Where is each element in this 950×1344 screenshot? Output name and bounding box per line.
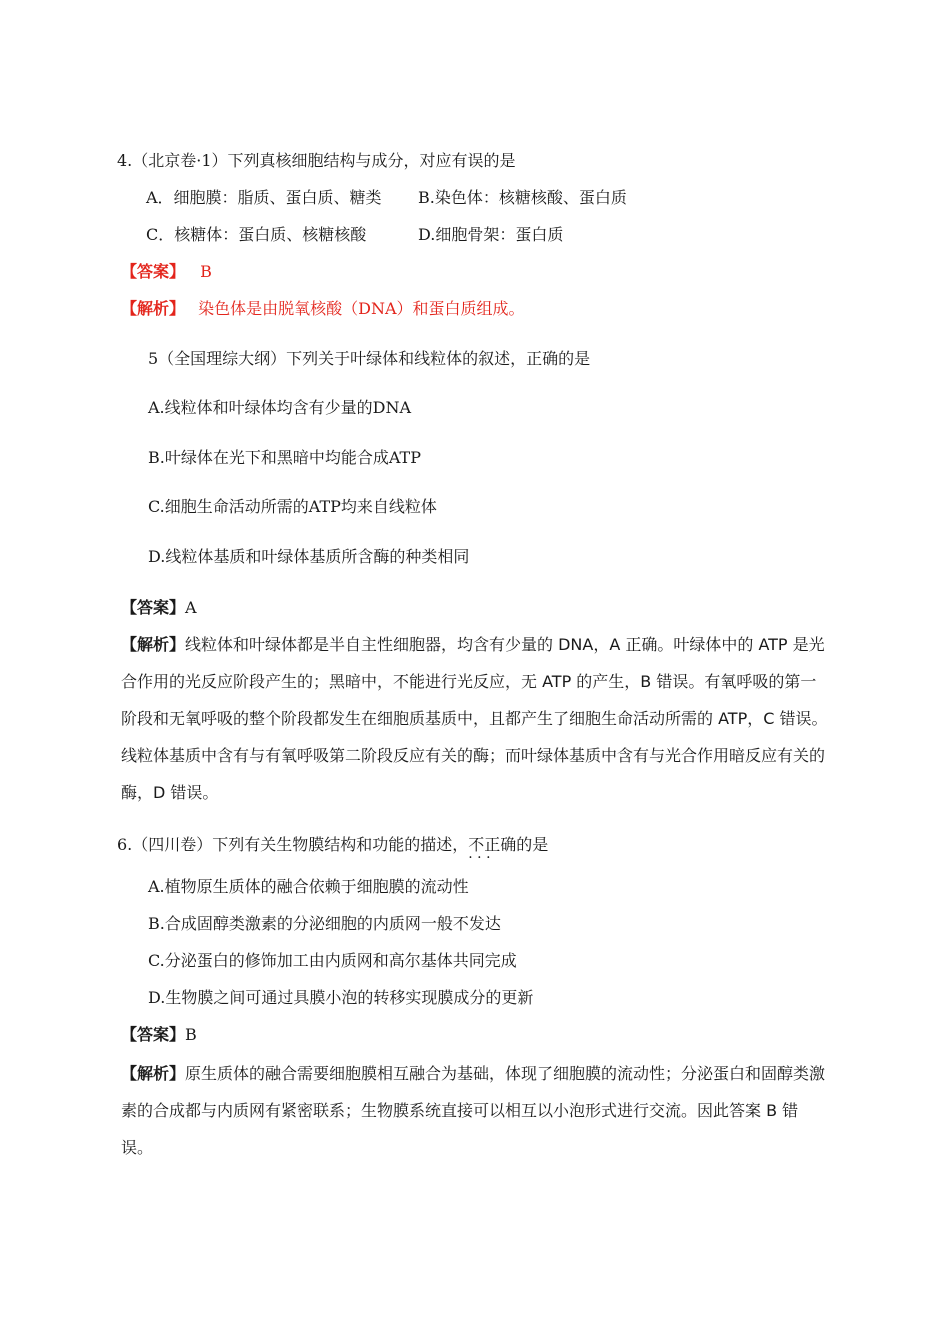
q5-option-a: A.线粒体和叶绿体均含有少量的DNA xyxy=(148,398,412,417)
q4-stem: 4.（北京卷·1）下列真核细胞结构与成分，对应有误的是 xyxy=(117,151,516,170)
q4-option-d: D.细胞骨架：蛋白质 xyxy=(418,225,564,244)
q6-analysis xyxy=(121,1055,829,1166)
q6-answer-value: B xyxy=(185,1025,197,1044)
q5-option-d: D.线粒体基质和叶绿体基质所含酶的种类相同 xyxy=(148,547,470,566)
q6-analysis-label: 【解析】 xyxy=(121,1064,186,1083)
q4-answer-value: B xyxy=(200,262,212,281)
q5-analysis-label: 【解析】 xyxy=(121,635,186,654)
q6-option-d: D.生物膜之间可通过具膜小泡的转移实现膜成分的更新 xyxy=(148,988,534,1007)
q5-option-b: B.叶绿体在光下和黑暗中均能合成ATP xyxy=(148,448,421,467)
q6-answer xyxy=(121,1025,197,1045)
q5-answer-label: 【答案】 xyxy=(121,598,186,617)
q6-option-b: B.合成固醇类激素的分泌细胞的内质网一般不发达 xyxy=(148,914,501,933)
q4-answer-label: 【答案】 xyxy=(121,262,186,281)
q4-analysis-text: 染色体是由脱氧核酸（DNA）和蛋白质组成。 xyxy=(198,299,525,318)
q5-analysis-text: 线粒体和叶绿体都是半自主性细胞器，均含有少量的 DNA，A 正确。叶绿体中的 ATP 是光合作用的光反应阶段产生的；黑暗中，不能进行光反应，无 ATP 的产生，B 错误。有氧呼吸的第一阶段和无氧呼吸的整个阶段都发生在细胞质基质中，且都产生了细胞生命活动所需的 ATP，C 错误。线粒体基质中含有与有氧呼吸第二阶段反应有关的酶；而叶绿体基质中含有与光合作用暗反应有关的酶，D 错误。 xyxy=(121,635,828,802)
q6-option-c: C.分泌蛋白的修饰加工由内质网和高尔基体共同完成 xyxy=(148,951,517,970)
q6-stem-emphasis: 不正确 · · · xyxy=(468,835,516,854)
q5-stem: 5（全国理综大纲）下列关于叶绿体和线粒体的叙述，正确的是 xyxy=(148,349,591,368)
q6-stem xyxy=(117,835,548,855)
q4-analysis xyxy=(121,299,525,319)
q5-analysis xyxy=(121,626,829,811)
q6-analysis-text: 原生质体的融合需要细胞膜相互融合为基础，体现了细胞膜的流动性；分泌蛋白和固醇类激素的合成都与内质网有紧密联系；生物膜系统直接可以相互以小泡形式进行交流。因此答案 B 错误。 xyxy=(121,1064,826,1157)
q5-answer-value: A xyxy=(185,598,197,617)
q4-option-c: C．核糖体：蛋白质、核糖核酸 xyxy=(146,225,367,244)
q4-analysis-label: 【解析】 xyxy=(121,299,186,318)
q4-answer xyxy=(121,262,212,282)
q6-stem-suffix: 的是 xyxy=(516,835,549,854)
q4-option-b: B.染色体：核糖核酸、蛋白质 xyxy=(418,188,627,207)
q5-answer xyxy=(121,598,197,618)
q5-option-c: C.细胞生命活动所需的ATP均来自线粒体 xyxy=(148,497,437,516)
q6-answer-label: 【答案】 xyxy=(121,1025,186,1044)
q6-option-a: A.植物原生质体的融合依赖于细胞膜的流动性 xyxy=(148,877,469,896)
q6-stem-prefix: 6.（四川卷）下列有关生物膜结构和功能的描述， xyxy=(117,835,469,854)
q4-option-a: A．细胞膜：脂质、蛋白质、糖类 xyxy=(146,188,382,207)
